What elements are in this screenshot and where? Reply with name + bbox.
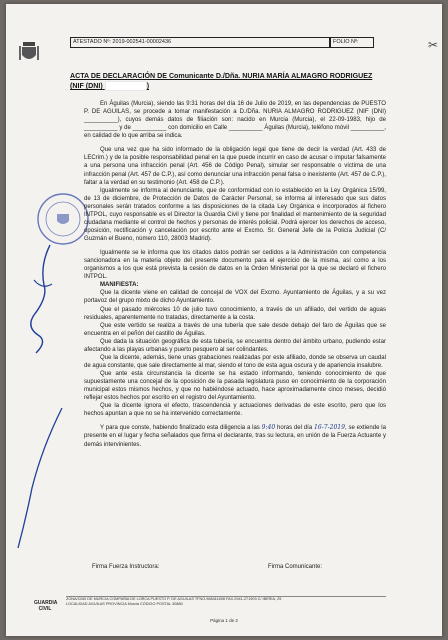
statement-item: Que la dicente, además, tiene unas grabaciones realizadas por este afiliado, donde se observa un caudal de agua constante, que sale directamente al mar, siendo el tono de esta agua oscura y de apariencia insalubre. (84, 354, 386, 369)
statement-item: Que la dicente ignora el efecto, trascendencia y actuaciones derivadas de este escrito, pero que los hechos apuntan a que no se ha intervenido correctamente. (84, 403, 386, 418)
data-transfer-paragraph: Igualmente se le informa que los citados datos podrán ser cedidos a la Administración con competencia sancionadora en la materia objeto del presente documento para el ejercicio de la misma, así como a los organismos a los que está prevista la cesión de datos en la Orden Ministerial por la que se declaró el fichero INTPOL. (84, 250, 386, 281)
official-stamp-icon (36, 192, 90, 246)
page-number: Página 1 de 2 (210, 618, 238, 623)
handwritten-time: 9:40 (261, 424, 276, 432)
comunicante-signature-label: Firma Comunicante: (268, 564, 323, 570)
scissors-icon: ✂ (427, 38, 438, 52)
footer-address: ZONA/CMD DE MURCIA COMPAÑÍA DE LORCA PUESTO P. DE AGUILAS TFNO.968411698 FAX.2941-271903 C/ IBERIA, 25 LOCALIDAD AGUILAS PROVINCIA Murcia CÓDIGO POSTAL 30880 (66, 596, 386, 613)
intro-paragraph: En Águilas (Murcia), siendo las 9:31 horas del día 16 de Julio de 2019, en las dependencias de PUESTO P. DE AGUILAS, se procede a tomar manifestación a D./Dña. NURIA ALMAGRO RODRIGUEZ (NIF (DNI) __________), cuyos demás datos de filiación son: nacido en Murcia (Murcia), el 22-09-1983, hijo de __________ y de __________ con domicilio en Calle __________ Águilas (Murcia), teléfono móvil __________, en calidad de lo que arriba se indica. (84, 101, 386, 140)
page-title: ACTA DE DECLARACIÓN DE Comunicante D./Dña. NURIA MARÍA ALMAGRO RODRIGUEZ (NIF (DNI) ) (70, 72, 373, 90)
handwritten-signature (12, 404, 72, 554)
legal-notice-paragraph: Que una vez que ha sido informado de la obligación legal que tiene de decir la verdad (Art. 433 de LECrim.) y de la posible responsabilidad penal en la que puede incurrir en caso de acusar o imputar falsamente a una persona una infracción penal (Art. 456 de Código Penal), simular ser responsable o víctima de una infracción penal (Art. 457 de C.P.), así como denunciar una infracción penal falsa o inexistente (Art. 457 de C.P.), faltar a la verdad en su testimonio (Art. 458 de C.P.). (84, 147, 386, 186)
statement-item: Que dada la situación geográfica de esta tubería, se encuentra dentro del ámbito urbano, pudiendo estar afectando a las playas urbanas y puerto pesquero al ser colindantes. (84, 338, 386, 353)
redaction (105, 81, 147, 91)
guardia-civil-label: GUARDIA CIVIL (34, 600, 58, 612)
instructor-signature-label: Firma Fuerza Instructora: (92, 564, 160, 570)
manifiesta-label: MANIFIESTA: (100, 282, 139, 289)
statement-item: Que este vertido se realiza a través de una tubería que sale desde debajo del faro de Águilas que se encuentra en el peñón del castillo de Águilas. (84, 322, 386, 337)
statement-item: Que la dicente viene en calidad de concejal de VOX del Excmo. Ayuntamiento de Águilas, y a su vez portavoz del grupo mixto de dicho Ayuntamiento. (84, 290, 386, 305)
statement-item: Que el pasado miércoles 10 de julio tuvo conocimiento, a través de un afiliado, del vertido de aguas residuales, aparentemente no tratadas, directamente a la costa. (84, 306, 386, 321)
coat-of-arms-icon (18, 40, 40, 64)
statement-item: Que ante esta circunstancia la dicente se ha estado informando, teniendo conocimiento de que supuestamente una concejal de la oposición de la pasada legislatura puso en conocimiento de la corporación municipal estos mismos hechos, y que no habiéndose actuado, hace aproximadamente cinco meses, decidió reflejar estos hechos por escrito en el registro del Ayuntamiento. (84, 371, 386, 402)
atestado-number: ATESTADO Nº: 2019-002541-00002436 (70, 37, 330, 48)
declaration-body (84, 100, 386, 449)
handwritten-signature (20, 240, 68, 360)
document-page (6, 4, 442, 636)
data-protection-paragraph: Igualmente se informa al denunciante, que de conformidad con lo establecido en la Ley Orgánica 15/99, de 13 de diciembre, de Protección de Datos de Carácter Personal, se informa al interesado que sus datos personales serán tratados conforme a las disposiciones de la citada Ley Orgánica e incorporados al fichero INTPOL, cuyo responsable es el Director la Guardia Civil y tiene por finalidad el mantenimiento de la seguridad ciudadana mediante el control de hechos y personas de interés policial. Podrá ejercer los derechos de acceso, oposición, rectificación y cancelación por escrito ante el Excmo. Sr. General Jefe de la Policía Judicial (C/ Guzmán el Bueno, número 110, 28003 Madrid). (84, 187, 386, 242)
handwritten-date: 16-7-2019 (313, 424, 346, 432)
folio-number: FOLIO Nº: (330, 37, 374, 48)
closing-paragraph: Y para que conste, habiendo finalizado esta diligencia a las 9:40 horas del día 16-7-2019, se extiende la presente en el lugar y fecha señalados que firma el declarante, tras su lectura, en unión de la Fuerza Actuante y demás intervinientes. (84, 424, 386, 448)
